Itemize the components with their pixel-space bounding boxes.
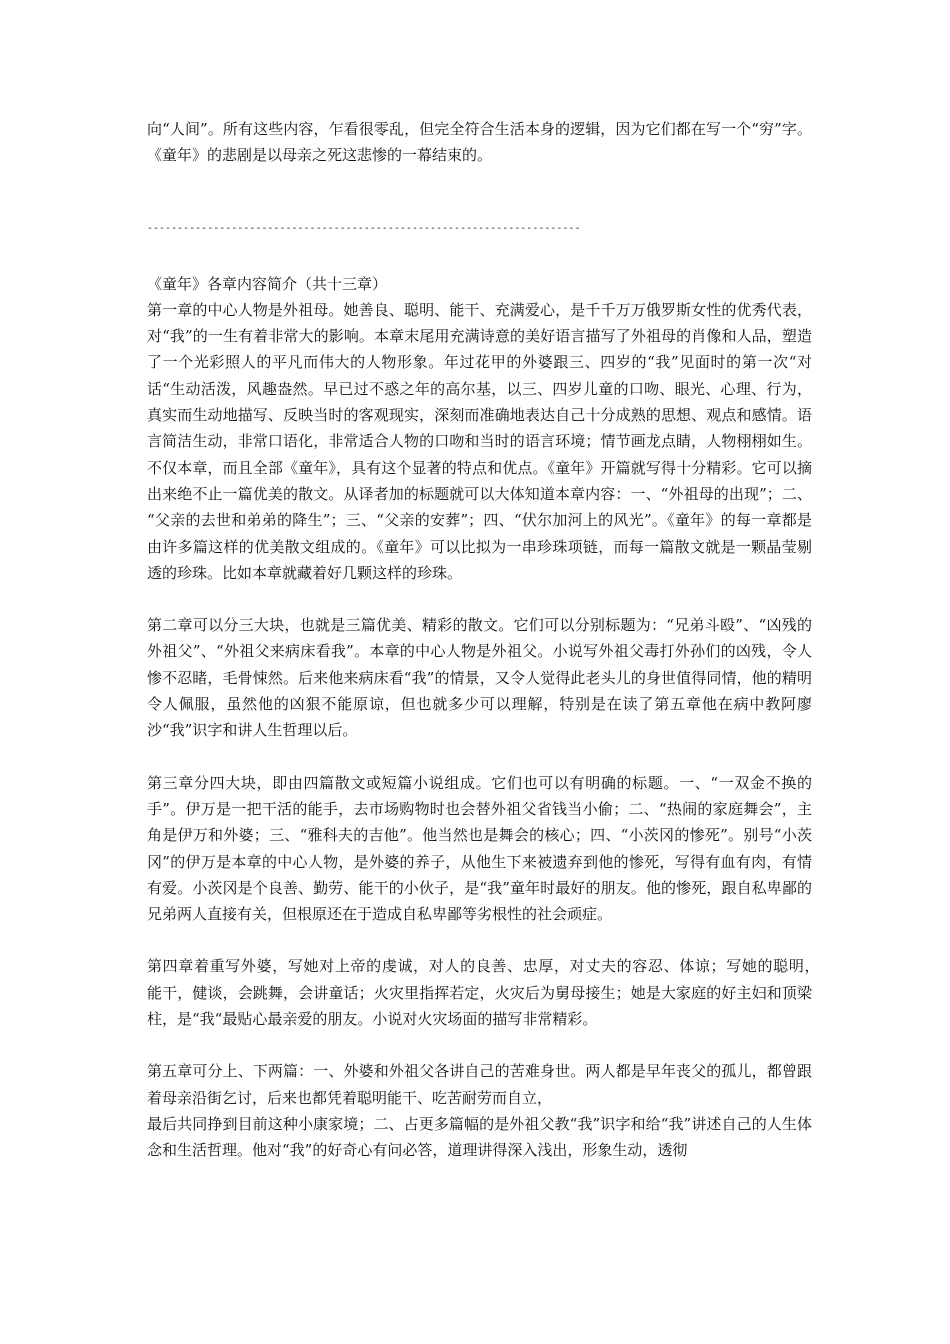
section-divider: ------------------------------------------------------------------------	[147, 222, 581, 234]
chapter-3-paragraph: 第三章分四大块，即由四篇散文或短篇小说组成。它们也可以有明确的标题。一、“一双金不换的手”。伊万是一把干活的能手，去市场购物时也会替外祖父省钱当小偷；二、“热闹的家庭舞会”，主角是伊万和外婆；三、“雅科夫的吉他”。他当然也是舞会的核心；四、“小茨冈的惨死”。别号“小茨冈”的伊万是本章的中心人物，是外婆的养子，从他生下来被遗弃到他的惨死，写得有血有肉，有情有爱。小茨冈是个良善、勤劳、能干的小伙子，是“我”童年时最好的朋友。他的惨死，跟自私卑鄙的兄弟两人直接有关，但根原还在于造成自私卑鄙等劣根性的社会顽症。	[147, 773, 812, 924]
chapter-1-paragraph: 第一章的中心人物是外祖母。她善良、聪明、能干、充满爱心，是千千万万俄罗斯女性的优秀代表，对“我”的一生有着非常大的影响。本章末尾用充满诗意的美好语言描写了外祖母的肖像和人品，塑造了一个光彩照人的平凡而伟大的人物形象。年过花甲的外婆跟三、四岁的“我”见面时的第一次“对话“生动活泼，风趣盎然。早已过不惑之年的高尔基，以三、四岁儿童的口吻、眼光、心理、行为，真实而生动地描写、反映当时的客观现实，深刻而准确地表达自己十分成熟的思想、观点和感情。语言简洁生动，非常口语化，非常适合人物的口吻和当时的语言环境；情节画龙点睛，人物栩栩如生。不仅本章，而且全部《童年》，具有这个显著的特点和优点。《童年》开篇就写得十分精彩。它可以摘出来绝不止一篇优美的散文。从译者加的标题就可以大体知道本章内容：一、“外祖母的出现”；二、 “父亲的去世和弟弟的降生”；三、“父亲的安葬”；四、“伏尔加河上的风光”。《童年》的每一章都是由许多篇这样的优美散文组成的。《童年》可以比拟为一串珍珠项链，而每一篇散文就是一颗晶莹剔透的珍珠。比如本章就藏着好几颗这样的珍珠。	[147, 300, 812, 582]
document-page	[147, 116, 828, 1164]
chapter-4-paragraph: 第四章着重写外婆，写她对上帝的虔诚，对人的良善、忠厚，对丈夫的容忍、体谅；写她的聪明， 能干，健谈，会跳舞，会讲童话；火灾里指挥若定，火灾后为舅母接生；她是大家庭的好主妇和顶梁柱，是“我“最贴心最亲爱的朋友。小说对火灾场面的描写非常精彩。	[147, 957, 828, 1029]
intro-paragraph: 向“人间”。所有这些内容，乍看很零乱，但完全符合生活本身的逻辑，因为它们都在写一个“穷”字。《童年》的悲剧是以母亲之死这悲惨的一幕结束的。	[147, 120, 812, 165]
chapter-5-paragraph-part1: 第五章可分上、下两篇：一、外婆和外祖父各讲自己的苦难身世。两人都是早年丧父的孤儿，都曾跟着母亲沿街乞讨，后来也都凭着聪明能干、吃苦耐劳而自立，	[147, 1062, 812, 1107]
section-title: 《童年》各章内容简介（共十三章）	[147, 274, 388, 293]
chapter-5-paragraph-part2: 最后共同挣到目前这种小康家境；二、占更多篇幅的是外祖父教“我”识字和给“我”讲述自己的人生体念和生活哲理。他对“我”的好奇心有问必答，道理讲得深入浅出，形象生动，透彻	[147, 1114, 812, 1160]
chapter-2-paragraph: 第二章可以分三大块，也就是三篇优美、精彩的散文。它们可以分别标题为：“兄弟斗殴”、“凶残的外祖父”、“外祖父来病床看我”。本章的中心人物是外祖父。小说写外祖父毒打外孙们的凶残，令人惨不忍睹，毛骨悚然。后来他来病床看“我”的情景，又令人觉得此老头儿的身世值得同情，他的精明令人佩服，虽然他的凶狠不能原谅，但也就多少可以理解，特别是在读了第五章他在病中教阿廖沙“我”识字和讲人生哲理以后。	[147, 616, 812, 740]
